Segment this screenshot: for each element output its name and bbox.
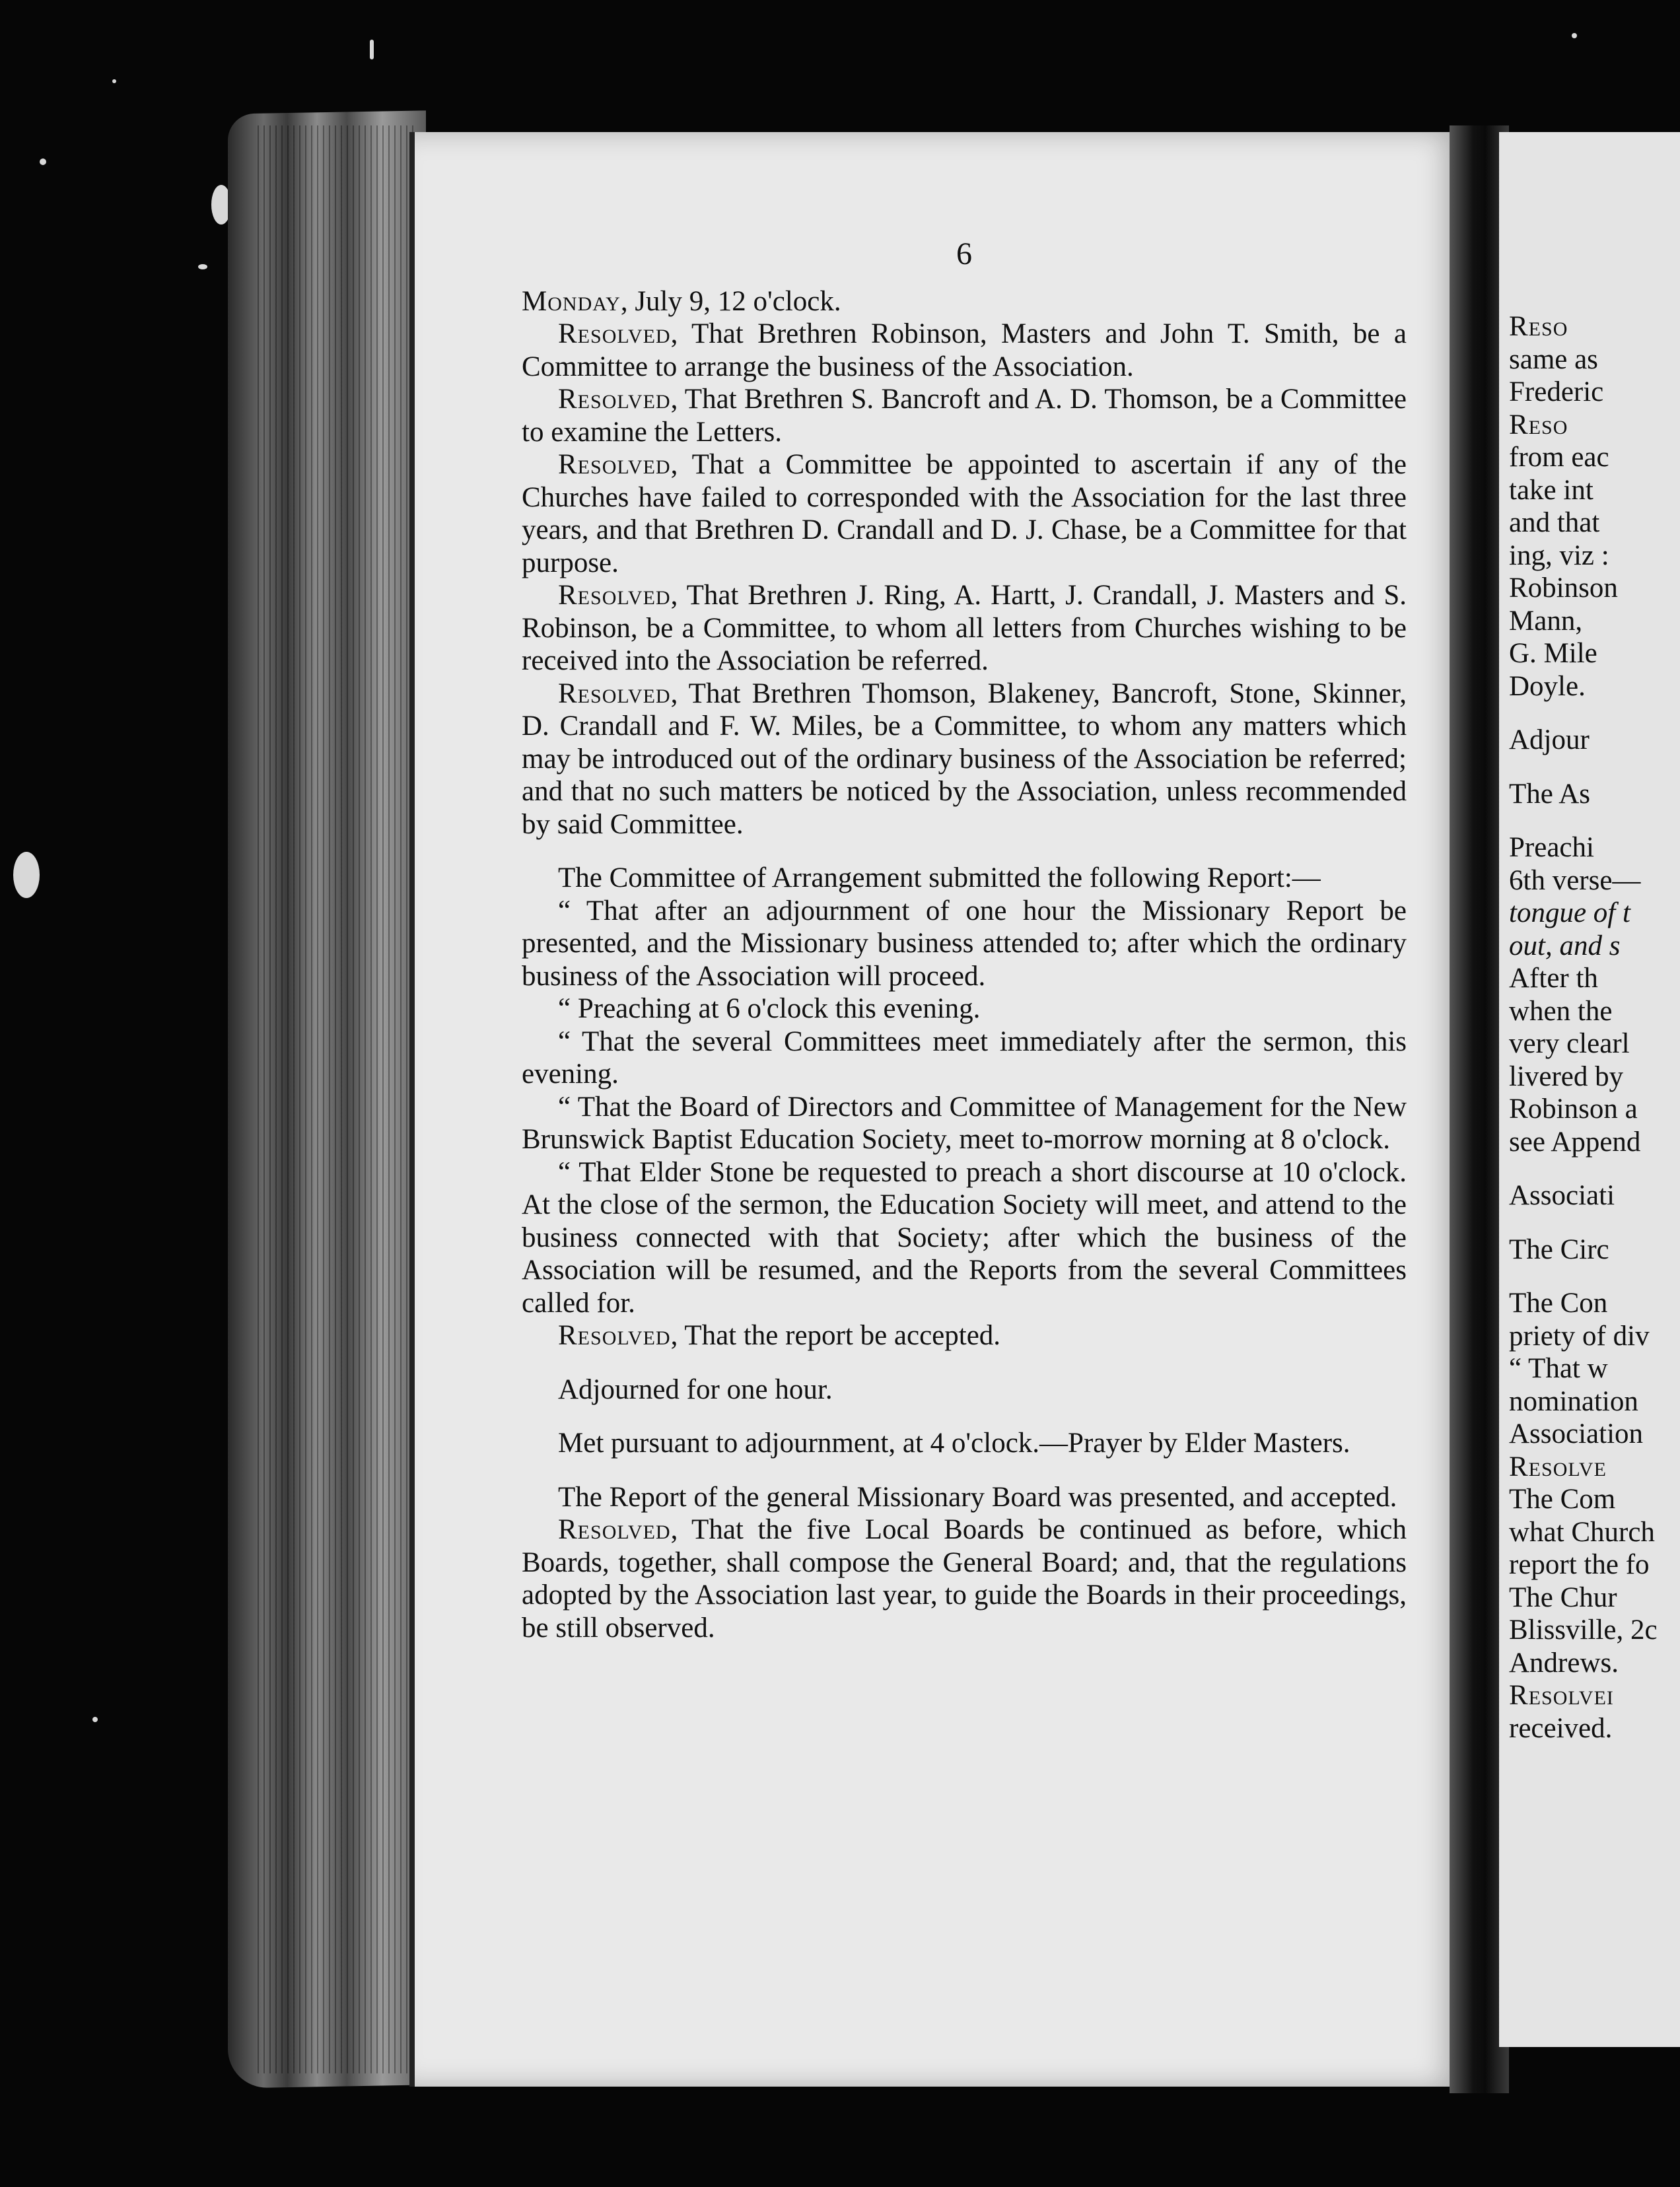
right-page-line: received. xyxy=(1509,1712,1613,1744)
minutes-paragraph xyxy=(522,318,1407,383)
dust-speck xyxy=(92,1717,98,1722)
paragraph-text: “ That after an adjournment of one hour the Missionary Report be presented, and the Missionary business attended to; after which the ordinary business of the Association will proceed. xyxy=(522,895,1407,992)
right-page-line: 6th verse— xyxy=(1509,864,1641,896)
right-page-line: The Con xyxy=(1509,1288,1608,1319)
heading-day: Monday xyxy=(522,285,621,317)
right-page-line: G. Mile xyxy=(1509,638,1597,669)
resolved-lead: Resolved xyxy=(558,318,671,349)
resolved-lead: Resolved xyxy=(558,449,671,480)
paragraph-text: “ That the Board of Directors and Committee of Management for the New Brunswick Baptist Education Society, meet to-morrow morning at 8 o'clock. xyxy=(522,1091,1407,1155)
minutes-paragraph xyxy=(522,448,1407,579)
paragraph-text: “ That the several Committees meet immediately after the sermon, this evening. xyxy=(522,1025,1407,1090)
dust-speck xyxy=(370,40,374,59)
right-page-line: Preachi xyxy=(1509,832,1594,863)
paragraph-text: , That Brethren J. Ring, A. Hartt, J. Crandall, J. Masters and S. Robinson, be a Committee, to whom all letters from Churches wishing to be received into the Association be referred. xyxy=(522,580,1407,676)
right-page-line: Adjour xyxy=(1509,724,1590,755)
right-page-line: Blissville, 2c xyxy=(1509,1614,1658,1646)
minutes-paragraph xyxy=(522,992,1407,1025)
minutes-paragraph xyxy=(522,1319,1407,1352)
right-page-line: Doyle. xyxy=(1509,670,1586,702)
right-page-line: nomination xyxy=(1509,1385,1638,1417)
resolved-lead: Resolved xyxy=(558,384,671,415)
resolved-lead: Resolved xyxy=(558,1320,671,1351)
paragraph-text: The Committee of Arrangement submitted the following Report:— xyxy=(558,862,1321,893)
right-page-line: After th xyxy=(1509,963,1598,994)
dust-speck xyxy=(112,79,116,83)
right-page-line: Robinson xyxy=(1509,573,1618,604)
right-page-line: very clearl xyxy=(1509,1028,1630,1059)
dust-speck xyxy=(40,158,46,165)
right-page-line: Reso xyxy=(1509,409,1568,440)
heading-time: , July 9, 12 o'clock. xyxy=(620,285,841,317)
paragraph-text: “ That Elder Stone be requested to preach a short discourse at 10 o'clock. At the close of the sermon, the Education Society will meet, and attend to the business connected with that Society; after which the business of the Association will be resumed, and the Reports from the several Committees called for. xyxy=(522,1156,1407,1319)
paragraph-text: Adjourned for one hour. xyxy=(558,1373,833,1405)
paragraph-text: , That Brethren Robinson, Masters and John T. Smith, be a Committee to arrange the business of the Association. xyxy=(522,318,1407,382)
paragraph-text: , That the report be accepted. xyxy=(670,1320,1001,1351)
minutes-paragraph xyxy=(522,383,1407,448)
dust-speck xyxy=(198,264,207,269)
left-page-text xyxy=(522,238,1407,1644)
minutes-paragraph xyxy=(522,1373,1407,1406)
right-page-line: tongue of t xyxy=(1509,897,1630,928)
paragraph-text: , That the five Local Boards be continued as before, which Boards, together, shall compose the General Board; and, that the regulations adopted by the Association last year, to guide the Boards in their proceedings, be still observed. xyxy=(522,1514,1407,1644)
right-page-line: The Circ xyxy=(1509,1233,1609,1265)
right-page-line: ing, viz : xyxy=(1509,539,1609,571)
minutes-paragraph xyxy=(522,579,1407,677)
minutes-paragraph xyxy=(522,895,1407,993)
right-page-line: Resolve xyxy=(1509,1451,1607,1482)
resolved-lead: Resolved xyxy=(558,580,671,611)
paragraph-text: Met pursuant to adjournment, at 4 o'clock.—Prayer by Elder Masters. xyxy=(558,1428,1350,1459)
right-page-line: what Church xyxy=(1509,1516,1655,1548)
right-page-line: and that xyxy=(1509,507,1600,538)
right-page-line: The Chur xyxy=(1509,1581,1617,1613)
page-edge-lines xyxy=(258,125,416,2073)
paragraph-text: , That Brethren Thomson, Blakeney, Bancroft, Stone, Skinner, D. Crandall and F. W. Miles, be a Committee, to whom any matters which may be introduced out of the ordinary business of the Association be referred; and that no such matters be noticed by the Association, unless recommended by said Committee. xyxy=(522,677,1407,840)
minutes-paragraph xyxy=(522,677,1407,841)
paragraph-text: “ Preaching at 6 o'clock this evening. xyxy=(558,993,981,1024)
right-page-line: Associati xyxy=(1509,1180,1615,1211)
right-page-line: priety of div xyxy=(1509,1320,1650,1352)
right-page-line: same as xyxy=(1509,343,1598,375)
minutes-paragraph xyxy=(522,1481,1407,1514)
right-page-line: Association xyxy=(1509,1418,1644,1449)
right-page-line: The Com xyxy=(1509,1484,1616,1515)
minutes-paragraph xyxy=(522,1427,1407,1460)
right-page-line: “ That w xyxy=(1509,1353,1608,1384)
right-page-line: take int xyxy=(1509,474,1593,506)
paragraph-text: The Report of the general Missionary Board was presented, and accepted. xyxy=(558,1481,1397,1513)
right-page-line: out, and s xyxy=(1509,930,1621,961)
minutes-paragraph xyxy=(522,1156,1407,1320)
right-page-text-fragment xyxy=(1509,310,1680,1745)
right-page-line: report the fo xyxy=(1509,1549,1650,1580)
right-page-line: The As xyxy=(1509,778,1591,810)
minutes-paragraph xyxy=(522,1091,1407,1156)
right-page-line: from eac xyxy=(1509,442,1609,473)
minutes-paragraph xyxy=(522,1513,1407,1644)
minutes-paragraph xyxy=(522,862,1407,895)
right-page-line: Mann, xyxy=(1509,605,1583,637)
meeting-heading xyxy=(522,285,1407,318)
right-page-line: Frederic xyxy=(1509,376,1604,407)
dust-speck xyxy=(1572,33,1577,38)
right-page-line: Andrews. xyxy=(1509,1647,1619,1679)
right-page-line: livered by xyxy=(1509,1060,1624,1092)
right-page-line: Resolvei xyxy=(1509,1680,1614,1711)
paragraph-text: , That a Committee be appointed to ascertain if any of the Churches have failed to corresponded with the Association for the last three years, and that Brethren D. Crandall and D. J. Chase, be a Committee for that purpose. xyxy=(522,449,1407,578)
dust-speck xyxy=(13,852,40,898)
right-page-line: Robinson a xyxy=(1509,1094,1638,1125)
right-page-line: Reso xyxy=(1509,311,1568,342)
right-page-line: when the xyxy=(1509,995,1613,1027)
resolved-lead: Resolved xyxy=(558,1514,671,1545)
paragraph-text: , That Brethren S. Bancroft and A. D. Thomson, be a Committee to examine the Letters. xyxy=(522,384,1407,448)
minutes-paragraphs xyxy=(522,318,1407,1644)
resolved-lead: Resolved xyxy=(558,677,671,709)
right-page-line: see Append xyxy=(1509,1126,1641,1158)
page-number: 6 xyxy=(956,236,972,271)
minutes-paragraph xyxy=(522,1025,1407,1091)
